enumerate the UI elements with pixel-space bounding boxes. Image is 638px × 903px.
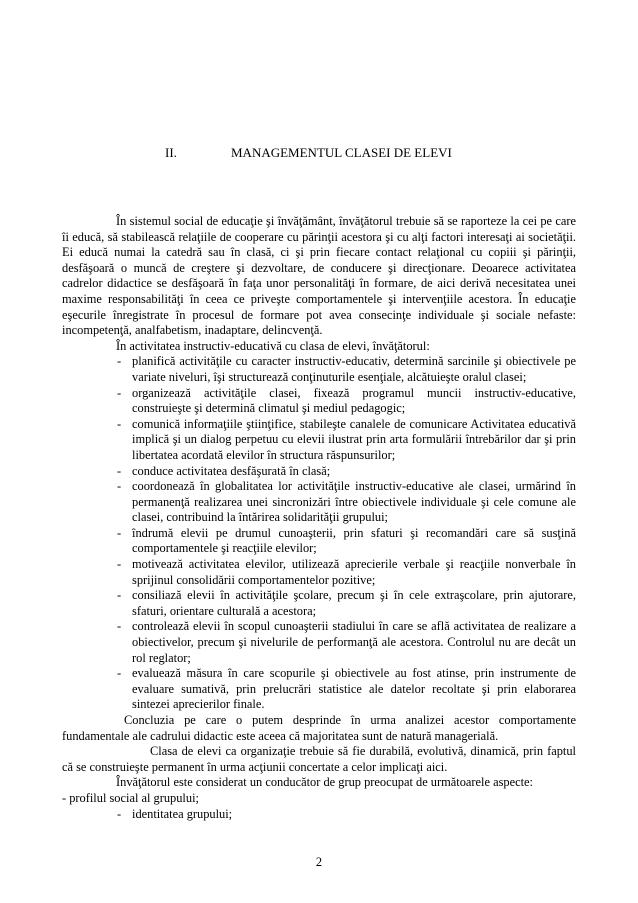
list-dash: -: [117, 557, 122, 572]
list-item: [62, 807, 576, 823]
list-item-text: consiliază elevii în activităţile şcolare, precum şi în cele extraşcolare, prin ajutorare, sfaturi, orientare culturală a acestora;: [132, 588, 576, 618]
list-dash: -: [117, 525, 122, 540]
list-item: [62, 666, 576, 713]
page-number: 2: [315, 855, 323, 869]
list-dash: -: [117, 666, 122, 681]
list-item-text: coordonează în globalitatea lor activităţile instructiv-educative ale clasei, urmărind în permanenţă realizarea unei sincronizări între obiectivele individuale şi cele comune ale clasei, contribuind la întărirea solidarităţii grupului;: [132, 479, 576, 525]
responsibilities-list: [62, 354, 576, 713]
list-item: [62, 417, 576, 464]
list-item-text: conduce activitatea desfăşurată în clasă;: [132, 463, 331, 478]
list-item: [62, 464, 576, 480]
list-item-text: planifică activităţile cu caracter instructiv-educativ, determină sarcinile şi obiectivele pe variate niveluri, îşi structurează conţinuturile esenţiale, alcătuieşte oralul clasei;: [132, 354, 576, 384]
chapter-title: MANAGEMENTUL CLASEI DE ELEVI: [231, 145, 452, 160]
intro-paragraph: În sistemul social de educaţie şi învăţământ, învăţătorul trebuie să se raporteze la cei pe care îi educă, să stabilească relaţiile de cooperare cu părinţii acestora şi cu alţi factori interesaţi ai societăţii. Ei educă numai la catedră sau în clasă, ci şi prin fiecare contact relaţional cu copiii şi părinţii, desfăşoară o muncă de creştere şi dezvoltare, de conducere şi direcţionare. Deoarece activitatea cadrelor didactice se desfăşoară în faţa unor personalităţi în formare, de aici derivă necesitatea unei maxime responsabilităţi în ceea ce priveşte comportamentele şi intervenţiile acestora. În educaţie eşecurile înregistrate în procesul de formare pot avea consecinţe individuale şi sociale nefaste: incompetenţă, analfabetism, inadaptare, delincvenţă.: [62, 214, 576, 338]
class-paragraph: Clasa de elevi ca organizaţie trebuie să fie durabilă, evolutivă, dinamică, prin faptul că se construieşte permanent în urma acţiunii concertate a celor implicaţi aici.: [62, 744, 576, 774]
aspect-social-profile: - profilul social al grupului;: [62, 790, 199, 805]
list-item-text: comunică informaţiile ştiinţifice, stabileşte canalele de comunicare Activitatea educativă implică şi un dialog perpetuu cu elevii ilustrat prin arta formulării întrebărilor dar şi prin libertatea acordată elevilor în structura răspunsurilor;: [132, 416, 576, 462]
list-item: [62, 386, 576, 417]
list-item: [62, 354, 576, 385]
list-item-text: evaluează măsura în care scopurile şi obiectivele au fost atinse, prin instrumente de evaluare sumativă, prin prelucrări statistice ale datelor recoltate şi prin elaborarea sintezei aprecierilor finale.: [132, 666, 576, 712]
list-dash: -: [117, 463, 122, 478]
list-item: [62, 526, 576, 557]
list-dash: -: [117, 479, 122, 494]
list-item: [62, 557, 576, 588]
list-dash: -: [117, 806, 122, 821]
list-intro: În activitatea instructiv-educativă cu clasa de elevi, învăţătorul:: [116, 338, 430, 353]
document-body: [62, 214, 576, 822]
list-item-text: organizează activităţile clasei, fixează programul muncii instructiv-educative, construieşte şi determină climatul şi mediul pedagogic;: [132, 385, 576, 416]
list-dash: -: [117, 619, 122, 634]
list-dash: -: [117, 385, 122, 400]
list-item-text: controlează elevii în scopul cunoaşterii stadiului în care se află activitatea de realizare a obiectivelor, precum şi nivelurile de performanţă ale acestora. Controlul nu are decât un rol reglator;: [132, 619, 576, 665]
list-item: [62, 479, 576, 526]
list-dash: -: [117, 354, 122, 369]
list-item-text: identitatea grupului;: [132, 806, 233, 821]
list-item-text: motivează activitatea elevilor, utilizează aprecierile verbale şi reacţiile nonverbale în sprijinul consolidării comportamentelor pozitive;: [132, 557, 576, 587]
teacher-paragraph: Învăţătorul este considerat un conducător de grup preocupat de următoarele aspecte:: [116, 775, 533, 790]
list-item: [62, 619, 576, 666]
list-item-text: îndrumă elevii pe drumul cunoaşterii, prin sfaturi şi recomandări care să susţină comportamentele şi reacţiile elevilor;: [132, 525, 576, 556]
list-item: [62, 588, 576, 619]
list-dash: -: [117, 416, 122, 431]
conclusion-paragraph: Concluzia pe care o putem desprinde în urma analizei acestor comportamente fundamentale ale cadrului didactic este aceea că majoritatea sunt de natură managerială.: [62, 713, 576, 743]
chapter-number: II.: [165, 145, 177, 160]
list-dash: -: [117, 588, 122, 603]
